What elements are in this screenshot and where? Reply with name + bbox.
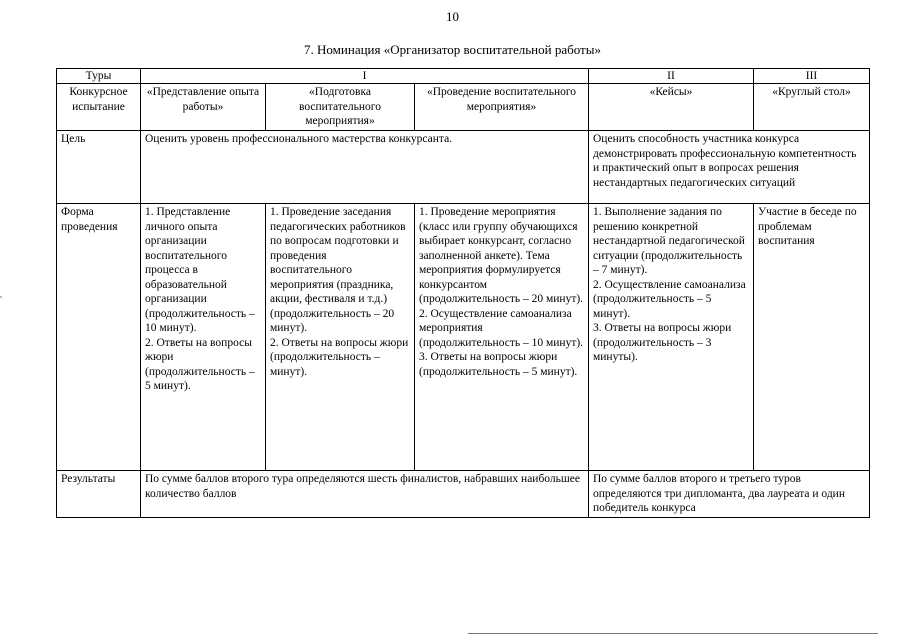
contest-conducting: «Проведение воспитательного мероприятия»: [415, 84, 589, 131]
form-experience: 1. Представление личного опыта организации воспитательного процесса в образовательной организации (продолжительность – 10 минут). 2. Ответы на вопросы жюри (продолжительность – 5 минут).: [141, 204, 266, 471]
round-2-header: II: [589, 69, 754, 84]
form-cases: 1. Выполнение задания по решению конкретной нестандартной педагогической ситуации (продолжительность – 7 минут). 2. Осуществление самоанализа (продолжительность – 5 минут). 3. Ответы на вопросы жюри (продолжительность – 3 минуты).: [589, 204, 754, 471]
form-conducting: 1. Проведение мероприятия (класс или группу обучающихся выбирает конкурсант, согласно заполненной анкете). Тема мероприятия формулируется конкурсантом (продолжительность – 20 минут). 2. Осуществление самоанализа мероприятия (продолжительность – 10 минут). 3. Ответы на вопросы жюри (продолжительность – 5 минут).: [415, 204, 589, 471]
goal-rounds-2-3: Оценить способность участника конкурса демонстрировать профессиональную компетентность и практический опыт в вопросах решения нестандартных педагогических ситуаций: [589, 131, 870, 204]
scan-artifact-line: [468, 633, 878, 634]
form-row: [57, 204, 870, 471]
contest-label: Конкурсное испытание: [57, 84, 141, 131]
form-round-table: Участие в беседе по проблемам воспитания: [754, 204, 870, 471]
contest-preparation: «Подготовка воспитательного мероприятия»: [266, 84, 415, 131]
form-preparation: 1. Проведение заседания педагогических работников по вопросам подготовки и проведения воспитательного мероприятия (праздника, акции, фестиваля и т.д.) (продолжительность – 20 минут). 2. Ответы на вопросы жюри (продолжительность – минут).: [266, 204, 415, 471]
contest-experience: «Представление опыта работы»: [141, 84, 266, 131]
results-rounds-2-3: По сумме баллов второго и третьего туров определяются три дипломанта, два лауреата и один победитель конкурса: [589, 471, 870, 518]
rounds-label: Туры: [57, 69, 141, 84]
section-heading: 7. Номинация «Организатор воспитательной работы»: [304, 42, 601, 57]
nomination-table: [56, 68, 870, 518]
goal-round-1: Оценить уровень профессионального мастерства конкурсанта.: [141, 131, 589, 204]
results-label: Результаты: [57, 471, 141, 518]
contest-cases: «Кейсы»: [589, 84, 754, 131]
results-round-1: По сумме баллов второго тура определяются шесть финалистов, набравших наибольшее количество баллов: [141, 471, 589, 518]
rounds-row: [57, 69, 870, 84]
contest-round-table: «Круглый стол»: [754, 84, 870, 131]
goal-label: Цель: [57, 131, 141, 204]
round-1-header: I: [141, 69, 589, 84]
form-label: Форма проведения: [57, 204, 141, 471]
contest-row: [57, 84, 870, 131]
page-number: 10: [446, 9, 459, 24]
scan-artifact-dot: [0, 296, 2, 298]
round-3-header: III: [754, 69, 870, 84]
goal-row: [57, 131, 870, 204]
results-row: [57, 471, 870, 518]
